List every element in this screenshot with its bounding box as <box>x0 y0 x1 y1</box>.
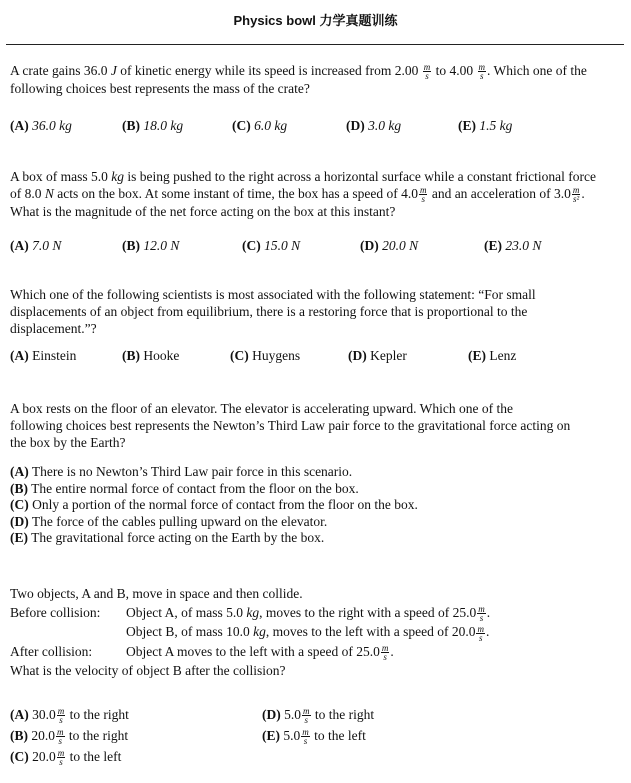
choice-a[interactable]: (A) Einstein <box>10 348 77 363</box>
q1-text: to 4.00 <box>432 63 477 78</box>
question-4-stem: A box rests on the floor of an elevator. The elevator is accelerating upward. Which one of the following choices best represents the Newton’s Third Law pair force to the gravitational force acting on the box by the Earth? <box>10 401 571 450</box>
fraction: $\frac{m}{s}$ <box>478 62 486 82</box>
question-4-options <box>10 464 620 547</box>
q1-text: . Which one of the <box>487 63 587 78</box>
question-5-stem: Two objects, A and B, move in space and then collide. Before collision: Object A, of mass 5.0 kg, moves to the right with a speed of 25.0 $\frac{m}{s}$ . Object B, of mass 10.0 kg, moves to the left with a speed of 20.0 $\frac{m}{s}$ . After collision: Object A moves to the left with a speed of 25.0 $\frac{m}{s}$ . What is the velocity of object B after the collision? <box>10 586 491 679</box>
choice-d[interactable]: (D) Kepler <box>348 348 407 363</box>
choice-b[interactable]: (B) Hooke <box>122 348 180 363</box>
option-c[interactable]: (C) Only a portion of the normal force of contact from the floor on the box. <box>10 497 418 512</box>
choice-d[interactable]: (D) 3.0 kg <box>346 118 402 133</box>
header-divider <box>6 44 624 45</box>
choice-b[interactable]: (B) 20.0 $\frac{m}{s}$ to the right <box>10 727 129 747</box>
choice-b[interactable]: (B) 18.0 kg <box>122 118 184 133</box>
q1-text: A crate gains 36.0 <box>10 63 111 78</box>
option-a[interactable]: (A) There is no Newton’s Third Law pair force in this scenario. <box>10 464 353 479</box>
question-2-stem: A box of mass 5.0 kg is being pushed to the right across a horizontal surface while a constant frictional force of 8.0 N acts on the box. At some instant of time, the box has a speed of 4.0 $\frac{m}{s}$ and an acceleration of 3.0 $\frac{m}{\text{s²}}$ . What is the magnitude of the net force acting on the box at this instant? <box>10 169 596 220</box>
fraction: $\frac{m}{\text{s²}}$ <box>572 185 580 205</box>
page-title: Physics bowl 力学真题训练 <box>233 13 398 28</box>
choice-c[interactable]: (C) 20.0 $\frac{m}{s}$ to the left <box>10 748 122 768</box>
question-5-choices-right <box>262 704 612 746</box>
choice-d[interactable]: (D) 20.0 N <box>360 238 419 253</box>
question-3-stem: Which one of the following scientists is most associated with the following statement: “For small displacements of an object from equilibrium, there is a restoring force that is proportional to the displacement.”? <box>10 287 536 336</box>
question-1-choices <box>10 118 620 136</box>
option-b[interactable]: (B) The entire normal force of contact from the floor on the box. <box>10 480 359 496</box>
q1-unit: J <box>110 63 117 78</box>
question-1-stem <box>10 62 620 97</box>
question-2-choices <box>10 238 620 256</box>
option-d[interactable]: (D) The force of the cables pulling upward on the elevator. <box>10 513 328 529</box>
choice-a[interactable]: (A) 30.0 $\frac{m}{s}$ to the right <box>10 706 129 726</box>
choice-a[interactable]: (A) 36.0 kg <box>10 118 72 133</box>
option-e[interactable]: (E) The gravitational force acting on the Earth by the box. <box>10 530 325 545</box>
q1-text-line2: following choices best represents the mass of the crate? <box>10 81 310 97</box>
q1-text: of kinetic energy while its speed is increased from 2.00 <box>116 63 422 78</box>
fraction: $\frac{m}{s}$ <box>423 62 431 82</box>
choice-c[interactable]: (C) Huygens <box>230 348 301 363</box>
choice-d[interactable]: (D) 5.0 $\frac{m}{s}$ to the right <box>262 706 375 726</box>
choice-c[interactable]: (C) 15.0 N <box>242 238 301 253</box>
choice-c[interactable]: (C) 6.0 kg <box>232 118 288 133</box>
choice-e[interactable]: (E) 1.5 kg <box>458 118 513 133</box>
choice-e[interactable]: (E) 5.0 $\frac{m}{s}$ to the left <box>262 727 366 747</box>
fraction: $\frac{m}{s}$ <box>419 185 427 205</box>
choice-b[interactable]: (B) 12.0 N <box>122 238 180 253</box>
choice-e[interactable]: (E) Lenz <box>468 348 517 363</box>
choice-e[interactable]: (E) 23.0 N <box>484 238 542 253</box>
choice-a[interactable]: (A) 7.0 N <box>10 238 62 253</box>
question-3-choices <box>10 348 620 366</box>
